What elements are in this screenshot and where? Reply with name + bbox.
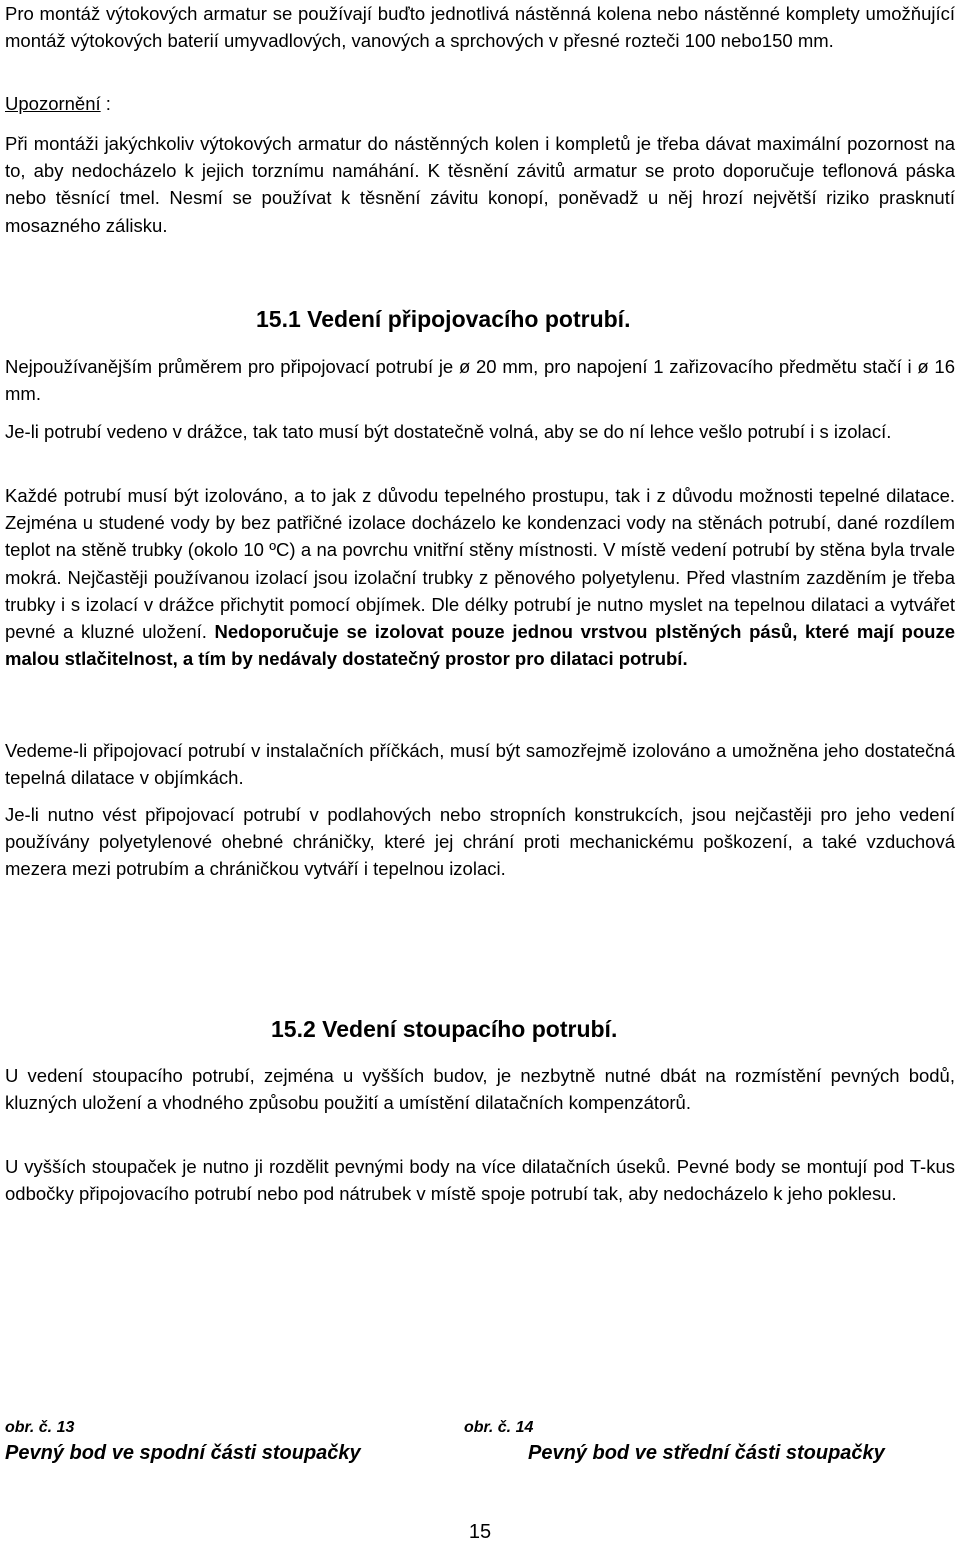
- intro-paragraph: [5, 0, 955, 54]
- section-heading-15-2: 15.2 Vedení stoupacího potrubí.: [271, 1016, 618, 1042]
- paragraph-bold-warning: Nedoporučuje se izolovat pouze jednou vrstvou plstěných pásů, které mají pouze malou stlačitelnost, a tím by nedávaly dostatečný prostor pro dilataci potrubí.: [5, 621, 955, 670]
- section-15-1-paragraph-4: [5, 737, 955, 791]
- section-15-1-paragraph-5: [5, 801, 955, 883]
- section-15-1-paragraph-3: [5, 482, 955, 672]
- paragraph-text: U vedení stoupacího potrubí, zejména u vyšších budov, je nezbytně nutné dbát na rozmístění pevných bodů, kluzných uložení a vhodného způsobu použití a umístění dilatačních kompenzátorů.: [5, 1065, 955, 1114]
- section-15-2-paragraph-2: [5, 1153, 955, 1207]
- figure-13-number: obr. č. 13: [5, 1419, 75, 1436]
- paragraph-text: Vedeme-li připojovací potrubí v instalačních příčkách, musí být samozřejmě izolováno a umožněna jeho dostatečná tepelná dilatace v objímkách.: [5, 740, 955, 789]
- paragraph-text: U vyšších stoupaček je nutno ji rozdělit pevnými body na více dilatačních úseků. Pevné body se montují pod T-kus odbočky připojovacího potrubí nebo pod nátrubek v místě spoje potrubí tak, aby nedocházelo k jeho poklesu.: [5, 1156, 955, 1205]
- warning-label: Upozornění: [5, 93, 101, 114]
- figure-14-number: obr. č. 14: [464, 1419, 534, 1436]
- section-15-1-paragraph-2: [5, 418, 955, 445]
- warning-label-line: [5, 90, 955, 117]
- paragraph-text: Je-li potrubí vedeno v drážce, tak tato musí být dostatečně volná, aby se do ní lehce vešlo potrubí i s izolací.: [5, 421, 892, 442]
- warning-text: Při montáži jakýchkoliv výtokových armatur do nástěnných kolen i kompletů je třeba dávat maximální pozornost na to, aby nedocházelo k jejich torznímu namáhání. K těsnění závitů armatur se proto doporučuje teflonová páska nebo těsnící tmel. Nesmí se používat k těsnění závitu konopí, poněvadž u něj hrozí největší riziko prasknutí mosazného zálisku.: [5, 133, 955, 236]
- paragraph-text: Je-li nutno vést připojovací potrubí v podlahových nebo stropních konstrukcích, jsou nejčastěji pro jeho vedení používány polyetylenové ohebné chráničky, které jej chrání proti mechanickému poškození, a také vzduchová mezera mezi potrubím a chráničkou vytváří i tepelnou izolaci.: [5, 804, 955, 880]
- paragraph-text: Každé potrubí musí být izolováno, a to jak z důvodu tepelného prostupu, tak i z důvodu možnosti tepelné dilatace. Zejména u studené vody by bez patřičné izolace docházelo ke kondenzaci vody na stěnách potrubí, dané rozdílem teplot na stěně trubky (okolo 10 ºC) a na povrchu vnitřní stěny místnosti. V místě vedení potrubí by stěna byla trvale mokrá. Nejčastěji používanou izolací jsou izolační trubky z pěnového polyetylenu. Před vlastním zazděním je třeba trubky i s izolací v drážce přichytit pomocí objímek. Dle délky potrubí je nutno myslet na tepelnou dilataci a vytvářet pevné a kluzné uložení.: [5, 485, 955, 643]
- intro-text: Pro montáž výtokových armatur se používají buďto jednotlivá nástěnná kolena nebo nástěnné komplety umožňující montáž výtokových baterií umyvadlových, vanových a sprchových v přesné rozteči 100 nebo150 mm.: [5, 3, 955, 52]
- page-number: 15: [468, 1521, 492, 1543]
- warning-paragraph: [5, 130, 955, 239]
- paragraph-text: Nejpoužívanějším průměrem pro připojovací potrubí je ø 20 mm, pro napojení 1 zařizovacího předmětu stačí i ø 16 mm.: [5, 356, 955, 405]
- warning-colon: :: [100, 93, 111, 114]
- figure-14-title: Pevný bod ve střední části stoupačky: [528, 1442, 885, 1464]
- section-heading-15-1: 15.1 Vedení připojovacího potrubí.: [256, 306, 631, 332]
- figure-13-title: Pevný bod ve spodní části stoupačky: [5, 1442, 361, 1464]
- section-15-2-paragraph-1: [5, 1062, 955, 1116]
- section-15-1-paragraph-1: [5, 353, 955, 407]
